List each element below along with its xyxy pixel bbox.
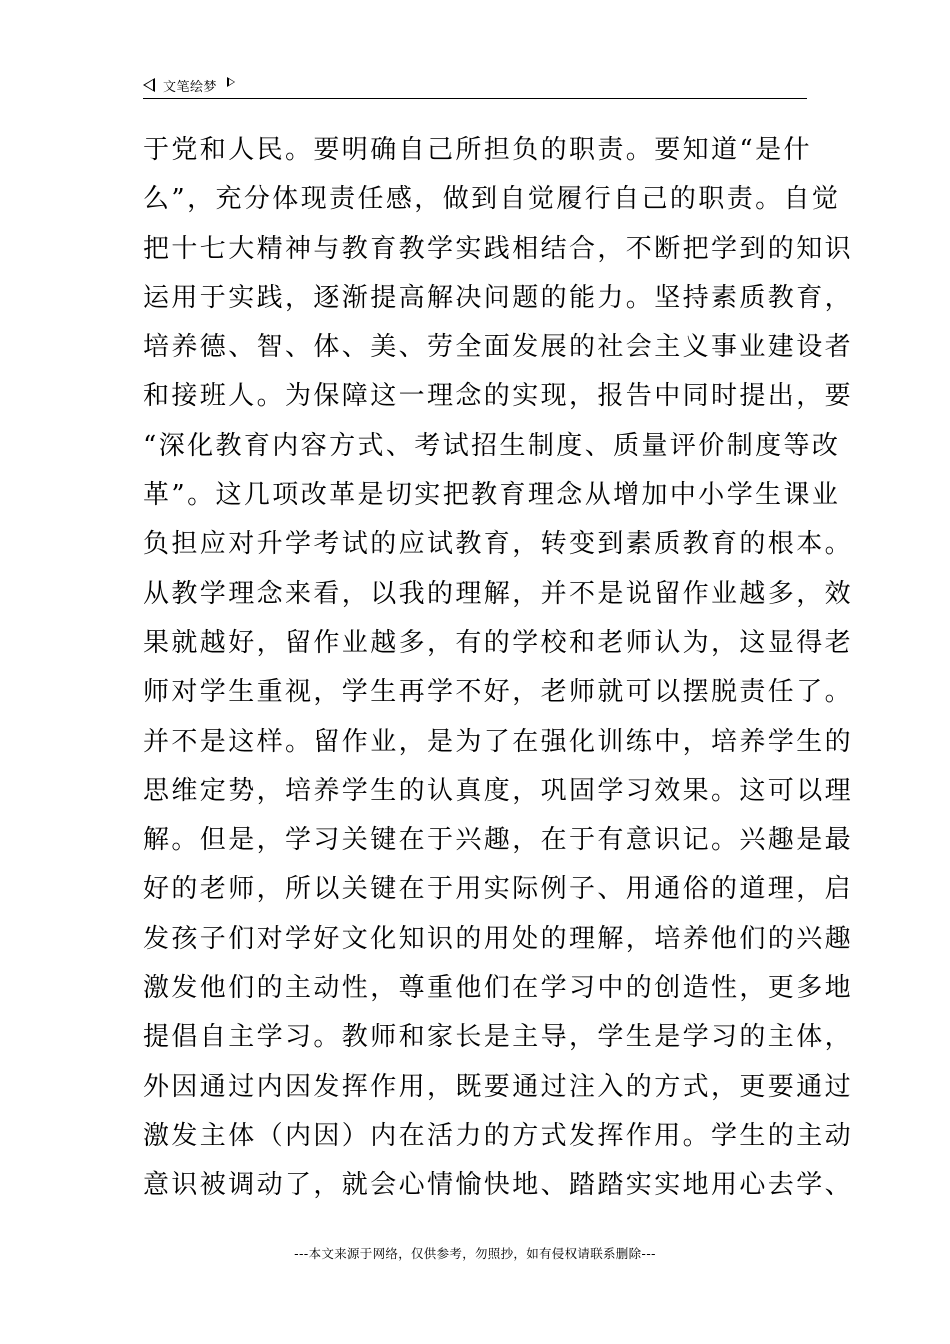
text-line: 负担应对升学考试的应试教育，转变到素质教育的根本。 [143,529,854,560]
text-line: 发孩子们对学好文化知识的用处的理解，培养他们的兴趣 [143,923,854,954]
text-line: 于党和人民。要明确自己所担负的职责。要知道“是什 [143,135,812,165]
text-line: 解。但是，学习关键在于兴趣，在于有意识记。兴趣是最 [143,825,854,856]
text-line: 革”。这几项改革是切实把教育理念从增加中小学生课业 [143,480,841,511]
text-line: 激发主体（内因）内在活力的方式发挥作用。学生的主动 [143,1120,854,1151]
document-body [143,126,854,1211]
text-line: 把十七大精神与教育教学实践相结合，不断把学到的知识 [143,233,854,264]
text-line: 么”，充分体现责任感，做到自觉履行自己的职责。自觉 [143,184,841,215]
text-line: “深化教育内容方式、考试招生制度、质量评价制度等改 [143,430,841,461]
text-line: 并不是这样。留作业，是为了在强化训练中，培养学生的 [143,726,854,757]
page-header [143,74,807,99]
triangle-left-icon [143,78,155,92]
text-line: 师对学生重视，学生再学不好，老师就可以摆脱责任了。 [143,677,854,708]
text-line: 从教学理念来看，以我的理解，并不是说留作业越多，效 [143,578,854,609]
triangle-right-icon [227,77,235,87]
text-line: 好的老师，所以关键在于用实际例子、用通俗的道理，启 [143,874,854,905]
text-line: 和接班人。为保障这一理念的实现，报告中同时提出，要 [143,381,854,412]
header-title: 文笔绘梦 [163,79,218,95]
header-brand [143,74,235,96]
text-line: 培养德、智、体、美、劳全面发展的社会主义事业建设者 [143,332,854,363]
text-line: 激发他们的主动性，尊重他们在学习中的创造性，更多地 [143,973,854,1004]
text-line: 提倡自主学习。教师和家长是主导，学生是学习的主体， [143,1022,854,1053]
page-footer: ---本文来源于网络，仅供参考，勿照抄，如有侵权请联系删除--- [294,1246,656,1261]
text-line: 果就越好，留作业越多，有的学校和老师认为，这显得老 [143,627,854,658]
text-line: 思维定势，培养学生的认真度，巩固学习效果。这可以理 [143,775,854,806]
text-line: 意识被调动了，就会心情愉快地、踏踏实实地用心去学、 [143,1170,854,1201]
text-line: 外因通过内因发挥作用，既要通过注入的方式，更要通过 [143,1071,854,1102]
text-line: 运用于实践，逐渐提高解决问题的能力。坚持素质教育， [143,282,854,313]
